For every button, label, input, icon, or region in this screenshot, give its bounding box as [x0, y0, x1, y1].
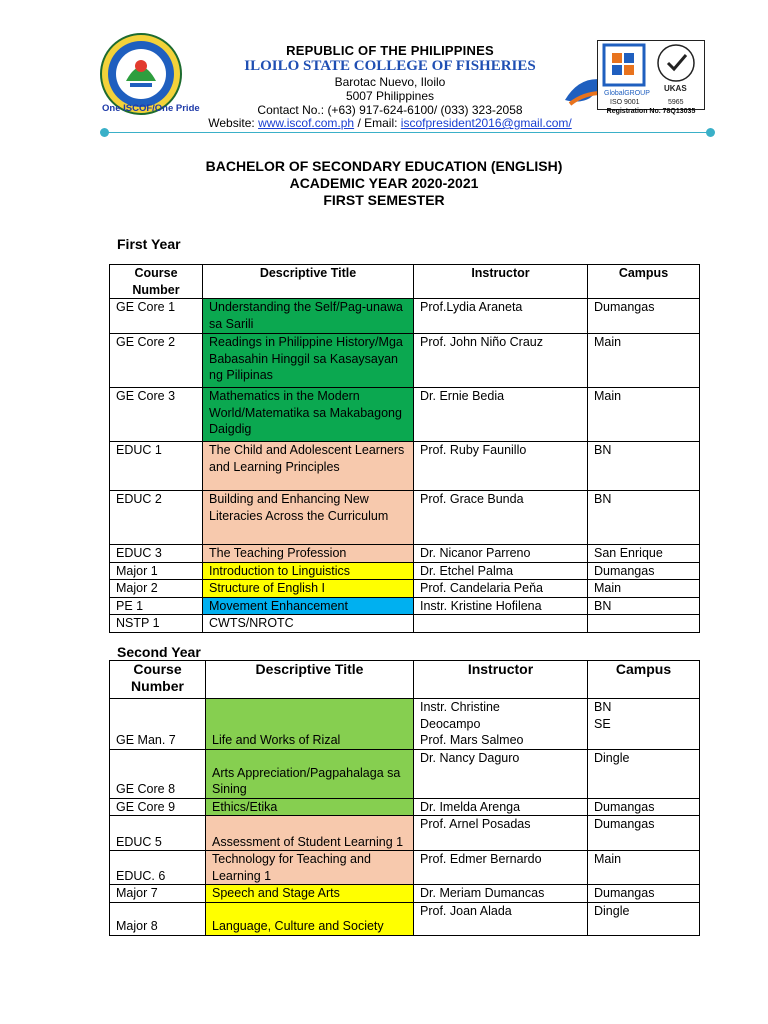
address-line-1: Barotac Nuevo, Iloilo	[334, 75, 446, 89]
course-number-cell: EDUC 2	[110, 491, 203, 545]
course-number-cell: Major 1	[110, 562, 203, 580]
campus-line: Dumangas	[594, 817, 655, 831]
descriptive-title-cell: Structure of English I	[203, 580, 414, 598]
instructor-cell	[414, 816, 588, 851]
campus-line: SE	[594, 716, 611, 731]
col-descriptive-title: Descriptive Title	[206, 661, 414, 699]
table-row	[110, 816, 700, 851]
campus-cell: Main	[588, 388, 700, 442]
email-link[interactable]: iscofpresident2016@gmail.com/	[400, 116, 572, 130]
instructor-line: Prof. Arnel Posadas	[420, 817, 531, 831]
instructor-cell	[414, 699, 588, 750]
campus-cell	[588, 699, 700, 750]
descriptive-title-cell: Arts Appreciation/Pagpahalaga sa Sining	[206, 749, 414, 798]
cert-ukas: UKAS	[664, 84, 687, 93]
table-row	[110, 749, 700, 798]
table-row	[110, 545, 700, 563]
table-row	[110, 902, 700, 935]
table-row	[110, 699, 700, 750]
course-number-cell: EDUC. 6	[110, 851, 206, 885]
program-title: BACHELOR OF SECONDARY EDUCATION (ENGLISH)	[205, 158, 563, 174]
course-number-cell: GE Core 2	[110, 334, 203, 388]
col-instructor: Instructor	[414, 661, 588, 699]
email-label: / Email:	[354, 116, 401, 130]
instructor-cell: Dr. Etchel Palma	[414, 562, 588, 580]
campus-line: Main	[594, 852, 622, 866]
campus-cell: BN	[588, 442, 700, 491]
instructor-line: Dr. Meriam Dumancas	[420, 886, 545, 900]
course-number-cell: EDUC 3	[110, 545, 203, 563]
instructor-cell	[414, 798, 588, 816]
descriptive-title-cell: Understanding the Self/Pag-unawa sa Sarili	[203, 299, 414, 334]
course-number-cell: NSTP 1	[110, 615, 203, 633]
website-link[interactable]: www.iscof.com.ph	[258, 116, 355, 130]
contact-line: Contact No.: (+63) 917-624-6100/ (033) 323-2058	[257, 103, 523, 117]
course-number-cell: GE Core 3	[110, 388, 203, 442]
table-row	[110, 597, 700, 615]
table-row	[110, 442, 700, 491]
course-number-cell: GE Core 1	[110, 299, 203, 334]
descriptive-title-cell: Mathematics in the Modern World/Matematika sa Makabagong Daigdig	[203, 388, 414, 442]
divider-dot-left	[100, 128, 109, 137]
campus-cell	[588, 749, 700, 798]
campus-line: Dumangas	[594, 886, 655, 900]
course-number-cell: Major 7	[110, 885, 206, 903]
descriptive-title-cell: Assessment of Student Learning 1	[206, 816, 414, 851]
col-instructor: Instructor	[414, 265, 588, 299]
instructor-cell: Dr. Ernie Bedia	[414, 388, 588, 442]
campus-line: Dingle	[594, 750, 630, 765]
course-number-cell: GE Core 8	[110, 749, 206, 798]
course-number-cell: Major 8	[110, 902, 206, 935]
instructor-line: Dr. Imelda Arenga	[420, 799, 521, 814]
table-row	[110, 615, 700, 633]
descriptive-title-cell: Introduction to Linguistics	[203, 562, 414, 580]
second-year-label: Second Year	[117, 644, 201, 660]
table-row	[110, 798, 700, 816]
campus-cell: Dumangas	[588, 562, 700, 580]
table-row	[110, 491, 700, 545]
instructor-line: Dr. Nancy Daguro	[420, 750, 520, 765]
instructor-line: Prof. Edmer Bernardo	[420, 852, 542, 866]
instructor-cell: Instr. Kristine Hofilena	[414, 597, 588, 615]
instructor-line: Prof. Joan Alada	[420, 903, 512, 918]
first-year-label: First Year	[117, 236, 181, 252]
cert-iso: ISO 9001	[610, 99, 640, 106]
course-number-cell: EDUC 1	[110, 442, 203, 491]
table-row	[110, 388, 700, 442]
col-course-number: Course Number	[110, 661, 206, 699]
first-year-table	[109, 264, 700, 633]
website-email-line	[150, 116, 630, 130]
instructor-cell	[414, 902, 588, 935]
divider-dot-right	[706, 128, 715, 137]
campus-cell	[588, 615, 700, 633]
instructor-cell	[414, 615, 588, 633]
course-number-cell: EDUC 5	[110, 816, 206, 851]
campus-cell	[588, 885, 700, 903]
instructor-cell: Prof. John Niño Crauz	[414, 334, 588, 388]
header-divider	[105, 132, 710, 133]
campus-cell	[588, 816, 700, 851]
instructor-cell	[414, 749, 588, 798]
instructor-cell	[414, 885, 588, 903]
table-row	[110, 885, 700, 903]
descriptive-title-cell: Movement Enhancement	[203, 597, 414, 615]
table-row	[110, 851, 700, 885]
address-line-2: 5007 Philippines	[345, 89, 435, 103]
table-row	[110, 580, 700, 598]
course-number-cell: PE 1	[110, 597, 203, 615]
col-campus: Campus	[588, 265, 700, 299]
descriptive-title-cell: Speech and Stage Arts	[206, 885, 414, 903]
semester-title: FIRST SEMESTER	[323, 192, 445, 208]
campus-cell: Main	[588, 580, 700, 598]
descriptive-title-cell: Building and Enhancing New Literacies Across the Curriculum	[203, 491, 414, 545]
descriptive-title-cell: Language, Culture and Society	[206, 902, 414, 935]
instructor-cell: Dr. Nicanor Parreno	[414, 545, 588, 563]
table-row	[110, 299, 700, 334]
website-label: Website:	[208, 116, 259, 130]
col-course-number: Course Number	[110, 265, 203, 299]
course-number-cell: GE Core 9	[110, 798, 206, 816]
descriptive-title-cell: Technology for Teaching and Learning 1	[206, 851, 414, 885]
instructor-line: Instr. Christine	[420, 700, 500, 714]
campus-cell: Dumangas	[588, 299, 700, 334]
instructor-line: Deocampo	[420, 716, 481, 731]
descriptive-title-cell: Life and Works of Rizal	[206, 699, 414, 750]
col-campus: Campus	[588, 661, 700, 699]
descriptive-title-cell: The Child and Adolescent Learners and Learning Principles	[203, 442, 414, 491]
campus-cell: San Enrique	[588, 545, 700, 563]
academic-year: ACADEMIC YEAR 2020-2021	[289, 175, 479, 191]
certification-badge	[597, 40, 705, 110]
campus-line: Dumangas	[594, 799, 655, 814]
campus-line: BN	[594, 700, 612, 714]
cert-brand: GlobalGROUP	[604, 90, 650, 97]
campus-cell: Main	[588, 334, 700, 388]
campus-line: Dingle	[594, 903, 630, 918]
college-name: ILOILO STATE COLLEGE OF FISHERIES	[244, 58, 536, 74]
campus-cell	[588, 798, 700, 816]
col-descriptive-title: Descriptive Title	[203, 265, 414, 299]
descriptive-title-cell: CWTS/NROTC	[203, 615, 414, 633]
instructor-cell: Prof.Lydia Araneta	[414, 299, 588, 334]
instructor-cell: Prof. Grace Bunda	[414, 491, 588, 545]
republic-heading: REPUBLIC OF THE PHILIPPINES	[286, 43, 494, 58]
descriptive-title-cell: The Teaching Profession	[203, 545, 414, 563]
descriptive-title-cell: Readings in Philippine History/Mga Babasahin Hinggil sa Kasaysayan ng Pilipinas	[203, 334, 414, 388]
cert-number: 5965	[668, 99, 684, 106]
instructor-cell: Prof. Candelaria Peňa	[414, 580, 588, 598]
descriptive-title-cell: Ethics/Etika	[206, 798, 414, 816]
college-motto: One ISCOF/One Pride	[102, 103, 200, 114]
campus-cell	[588, 902, 700, 935]
instructor-cell: Prof. Ruby Faunillo	[414, 442, 588, 491]
second-year-table	[109, 660, 700, 936]
course-number-cell: GE Man. 7	[110, 699, 206, 750]
campus-cell: BN	[588, 491, 700, 545]
table-row	[110, 334, 700, 388]
campus-cell	[588, 851, 700, 885]
table-row	[110, 562, 700, 580]
instructor-line: Prof. Mars Salmeo	[420, 733, 524, 747]
course-number-cell: Major 2	[110, 580, 203, 598]
campus-cell: BN	[588, 597, 700, 615]
cert-registration: Registration No. 78Q13035	[606, 108, 696, 115]
instructor-cell	[414, 851, 588, 885]
